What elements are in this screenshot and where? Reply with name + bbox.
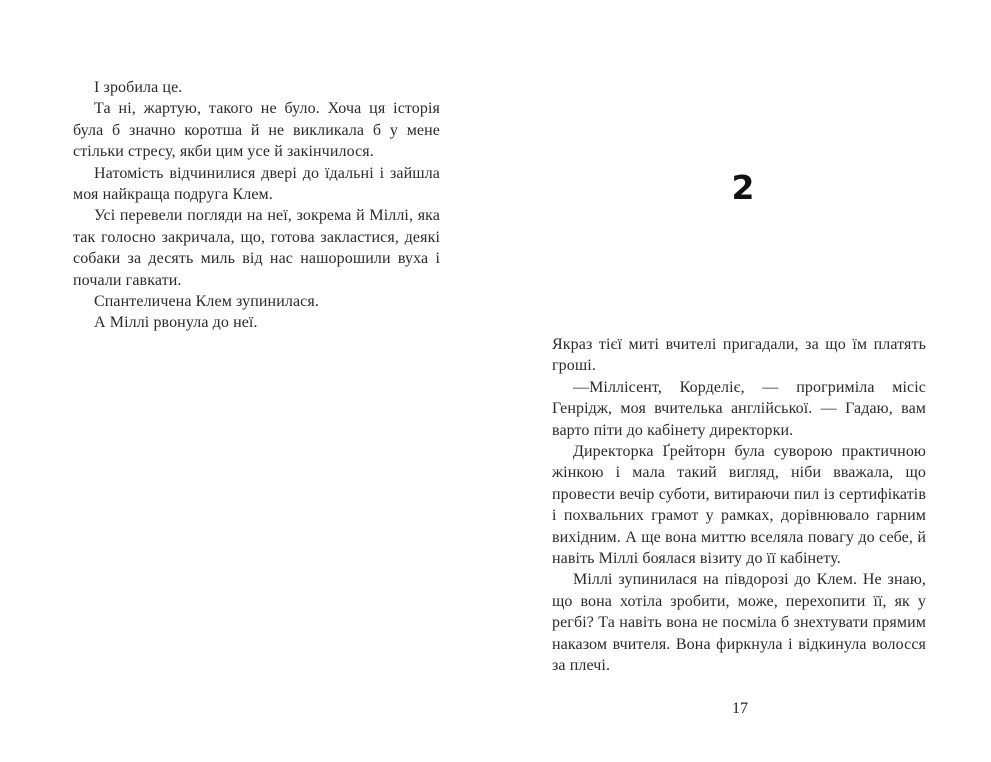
right-page <box>495 0 991 762</box>
paragraph: І зробила це. <box>94 79 183 96</box>
left-page-text <box>73 77 440 334</box>
paragraph: Директорка Ґрейторн була суворою практичною жінкою і мала такий вигляд, ніби вважала, що провести вечір суботи, витираючи пил із сертифікатів і похвальних грамот у рамках, дорівнювало гарним вихідним. А ще вона миттю вселяла повагу до себе, й навіть Міллі боялася візиту до її кабінету. <box>552 443 926 568</box>
chapter-number: 2 <box>731 168 755 207</box>
paragraph: А Міллі рвонула до неї. <box>94 314 258 332</box>
paragraph: Міллі зупинилася на півдорозі до Клем. Не знаю, що вона хотіла зробити, може, перехопити її, як у регбі? Та навіть вона не посміла б знехтувати прямим наказом вчителя. Вона фиркнула і відкинула волосся за плечі. <box>552 571 926 675</box>
paragraph: Усі перевели погляди на неї, зокрема й Міллі, яка так голосно закричала, що, готова закластися, деякі собаки за десять миль від нас нашорошили вуха і почали гавкати. <box>73 207 440 289</box>
right-page-text <box>552 334 926 677</box>
paragraph: —Міллісент, Корделіє, — прогриміла місіс Генрідж, моя вчителька англійської. — Гадаю, вам варто піти до кабінету директорки. <box>552 378 926 439</box>
page-number: 17 <box>732 700 748 717</box>
left-page <box>0 0 495 762</box>
paragraph: Спантеличена Клем зупинилася. <box>94 293 319 311</box>
paragraph: Та ні, жартую, такого не було. Хоча ця історія була б значно коротша й не викликала б у мене стільки стресу, якби цим усе й закінчилося. <box>73 100 440 161</box>
paragraph: Натомість відчинилися двері до їдальні і зайшла моя найкраща подруга Клем. <box>73 164 440 204</box>
paragraph: Якраз тієї миті вчителі пригадали, за що їм платять гроші. <box>552 336 926 375</box>
